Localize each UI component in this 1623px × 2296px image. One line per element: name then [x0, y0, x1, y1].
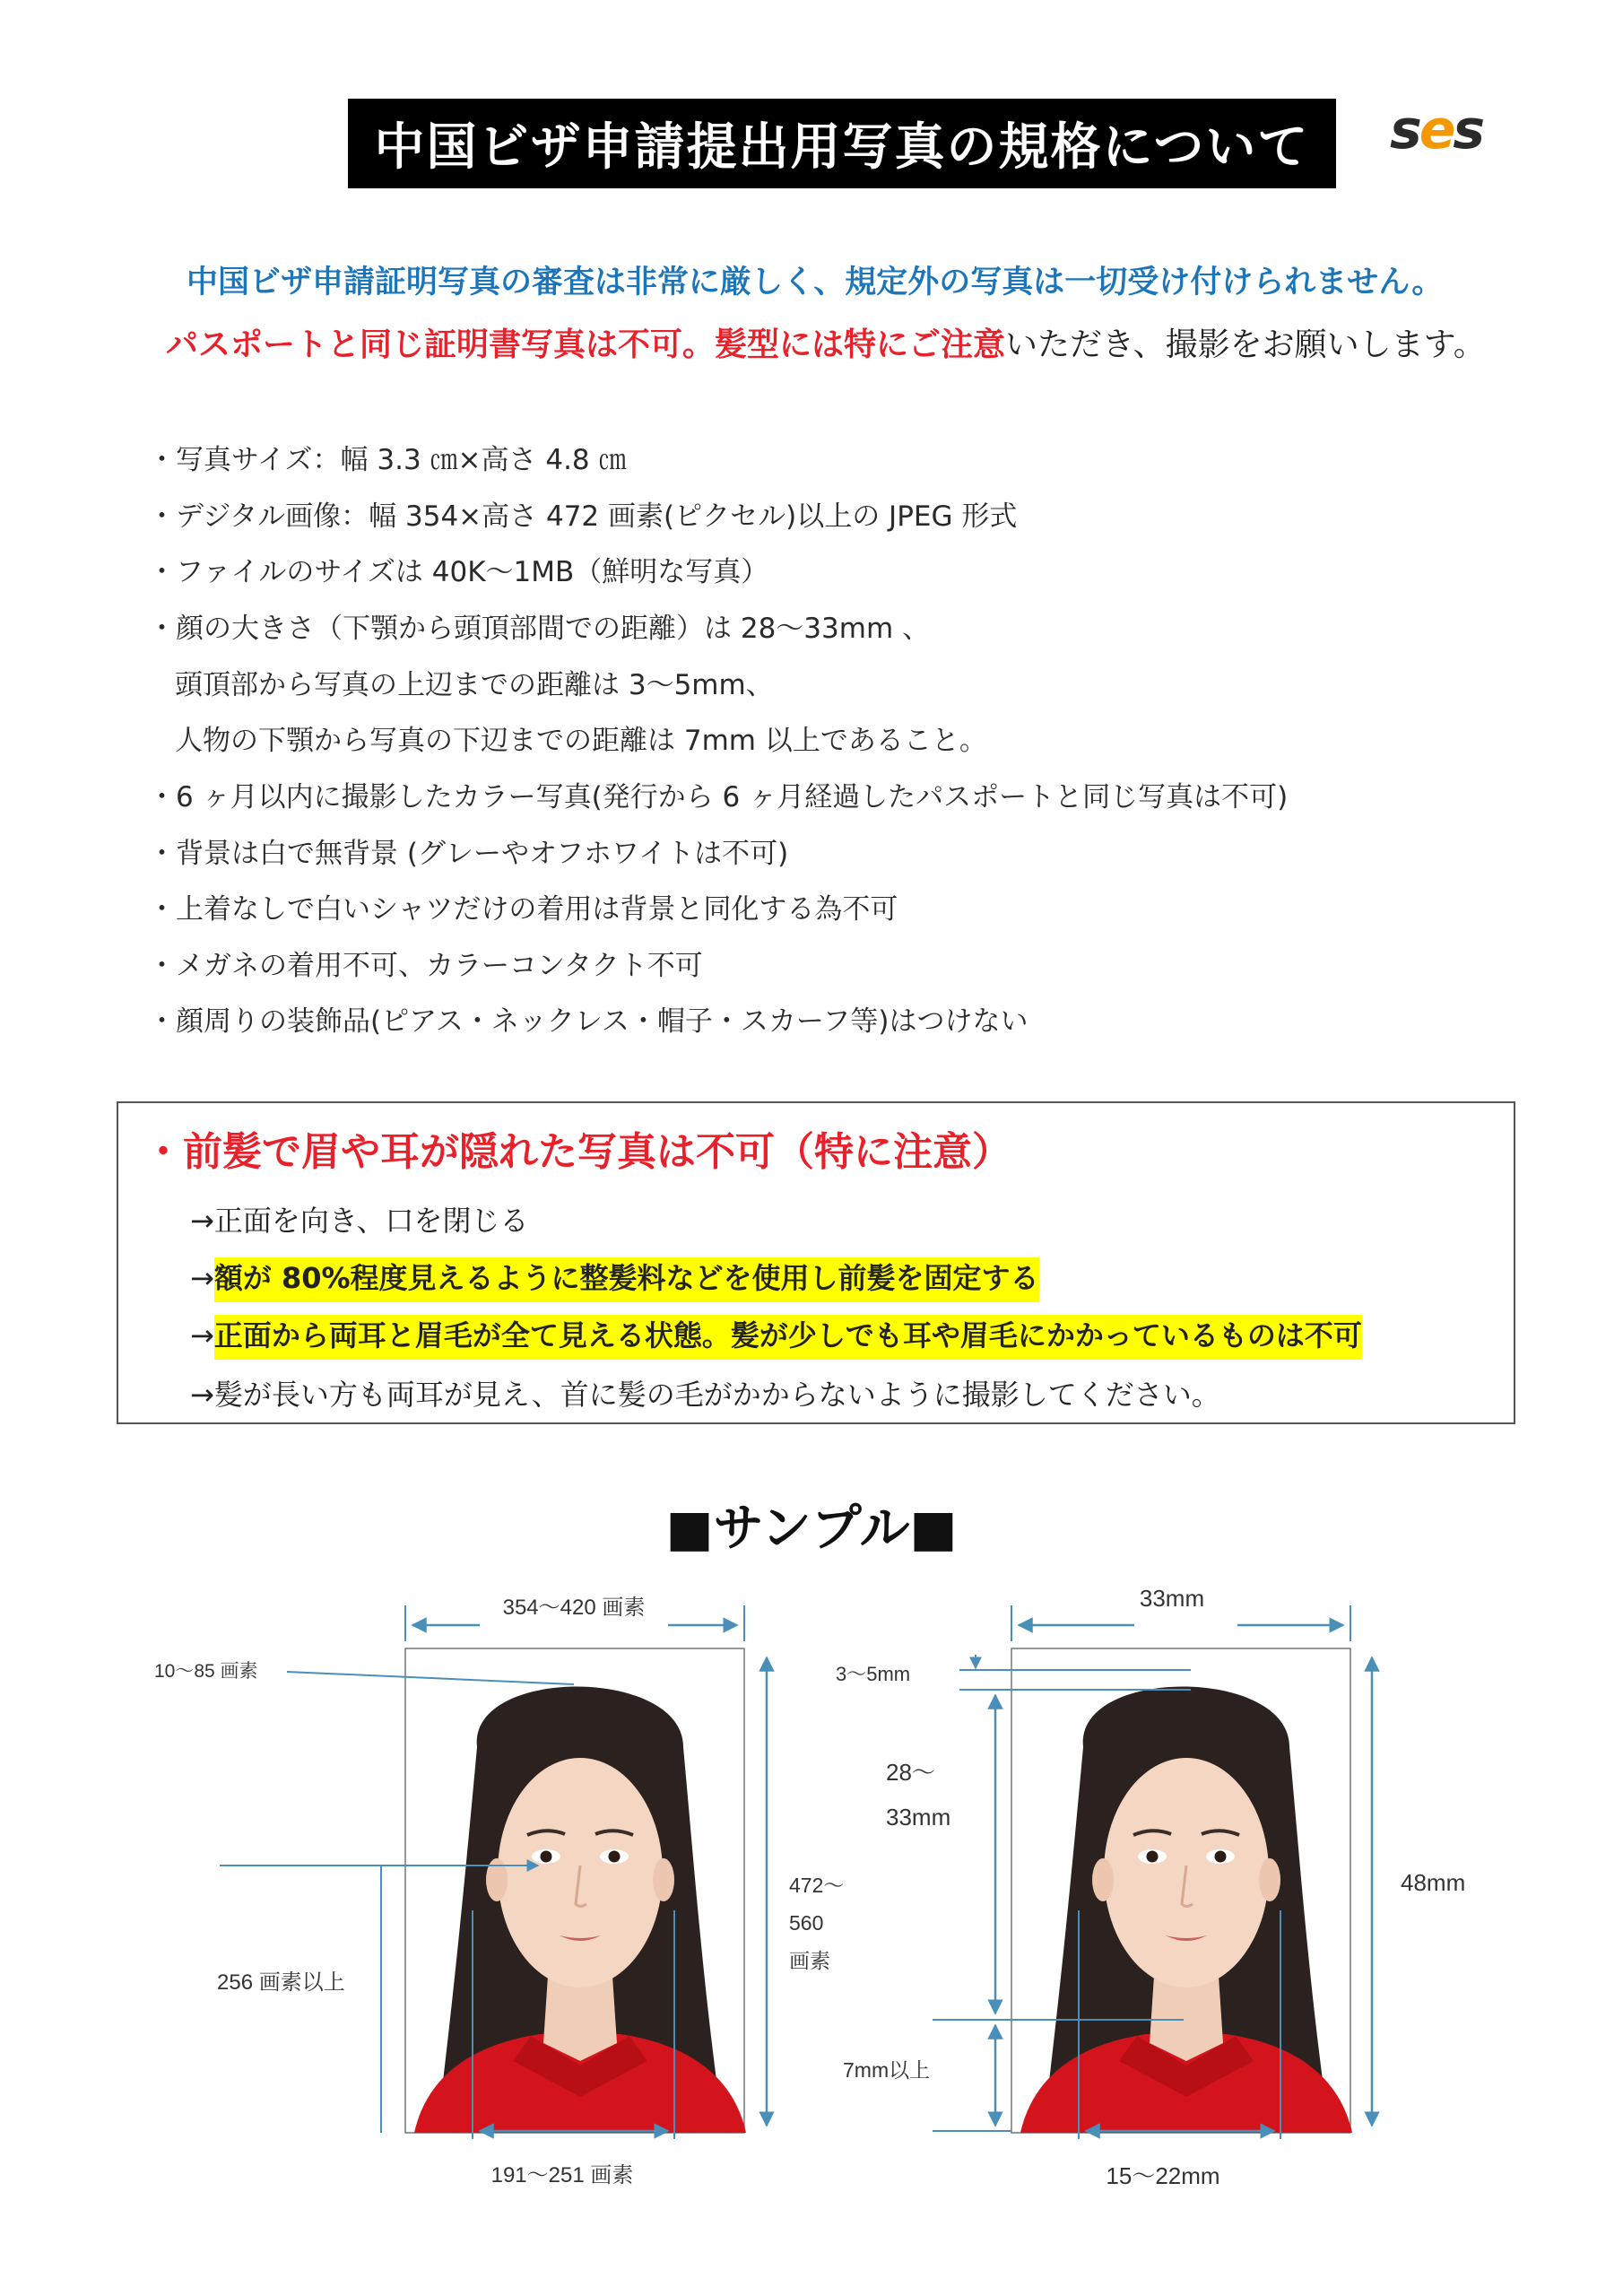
lead-plain: いただき、撮影をお願いします。: [1005, 326, 1486, 363]
bottom-width-label: 15～22mm: [1106, 2162, 1220, 2189]
spec-item: ・写真サイズ：幅 3.3 ㎝×高さ 4.8 ㎝: [148, 444, 627, 476]
spec-item: ・背景は白で無背景 (グレーやオフホワイトは不可): [148, 838, 789, 870]
height-label: 48mm: [1401, 1869, 1466, 1896]
page-title: 中国ビザ申請提出用写真の規格について: [348, 99, 1336, 188]
spec-item: ・6 ヶ月以内に撮影したカラー写真(発行から 6 ヶ月経過したパスポートと同じ写真は不可): [148, 781, 1289, 813]
sample-title: ■サンプル■: [665, 1500, 958, 1558]
spec-item: ・顔周りの装飾品(ピアス・ネックレス・帽子・スカーフ等)はつけない: [148, 1005, 1028, 1038]
left-sample-diagram: [154, 1596, 844, 2187]
height-label-1: 472～: [789, 1874, 845, 1897]
face-height-label-2: 33mm: [886, 1804, 951, 1831]
height-label-3: 画素: [789, 1949, 830, 1972]
lead-line-1: 中国ビザ申請証明写真の審査は非常に厳しく、規定外の写真は一切受け付けられません。: [187, 265, 1444, 300]
top-margin-label: 10～85 画素: [154, 1661, 258, 1682]
face-height-label-1: 28～: [886, 1759, 935, 1786]
logo-letter-e: e: [1419, 99, 1454, 161]
top-margin-label: 3～5mm: [836, 1663, 911, 1685]
logo-letter-s2: s: [1453, 99, 1483, 161]
eye-height-label: 256 画素以上: [217, 1970, 345, 1995]
spec-item: 人物の下顎から写真の下辺までの距離は 7mm 以上であること。: [175, 725, 987, 757]
chin-margin-label: 7mm以上: [843, 2058, 931, 2082]
lead-red-b: 髪型には特にご注意: [715, 326, 1006, 363]
spec-item: 頭頂部から写真の上辺までの距離は 3～5mm、: [175, 669, 774, 701]
right-sample-diagram: [836, 1585, 1465, 2189]
lead-red-a: パスポートと同じ証明書写真は不可。: [166, 326, 716, 363]
arrow-icon: →: [190, 1318, 214, 1352]
highlighted-warning-text: 正面から両耳と眉毛が全て見える状態。髪が少しでも耳や眉毛にかかっているものは不可: [214, 1315, 1362, 1360]
spec-item: ・ファイルのサイズは 40K～1MB（鮮明な写真）: [148, 556, 769, 588]
height-label-2: 560: [789, 1911, 824, 1935]
warning-heading: ・前髪で眉や耳が隠れた写真は不可（特に注意）: [143, 1129, 1011, 1175]
width-label: 33mm: [1139, 1585, 1205, 1612]
arrow-icon: →: [190, 1378, 214, 1412]
bottom-width-label: 191～251 画素: [490, 2163, 634, 2187]
spec-item: ・顔の大きさ（下顎から頭頂部間での距離）は 28～33mm 、: [148, 613, 930, 645]
highlighted-warning-text: 額が 80%程度見えるように整髪料などを使用し前髪を固定する: [214, 1257, 1039, 1302]
spec-item: ・メガネの着用不可、カラーコンタクト不可: [148, 950, 703, 982]
warning-text: 正面を向き、口を閉じる: [213, 1204, 529, 1238]
logo-letter-s1: s: [1390, 99, 1419, 161]
arrow-icon: →: [190, 1204, 214, 1238]
arrow-icon: →: [190, 1261, 214, 1295]
spec-item: ・デジタル画像：幅 354×高さ 472 画素(ピクセル)以上の JPEG 形式: [148, 500, 1018, 533]
warning-text: 髪が長い方も両耳が見え、首に髪の毛がかからないように撮影してください。: [213, 1378, 1220, 1412]
spec-item: ・上着なしで白いシャツだけの着用は背景と同化する為不可: [148, 893, 898, 926]
width-label: 354～420 画素: [502, 1596, 646, 1620]
